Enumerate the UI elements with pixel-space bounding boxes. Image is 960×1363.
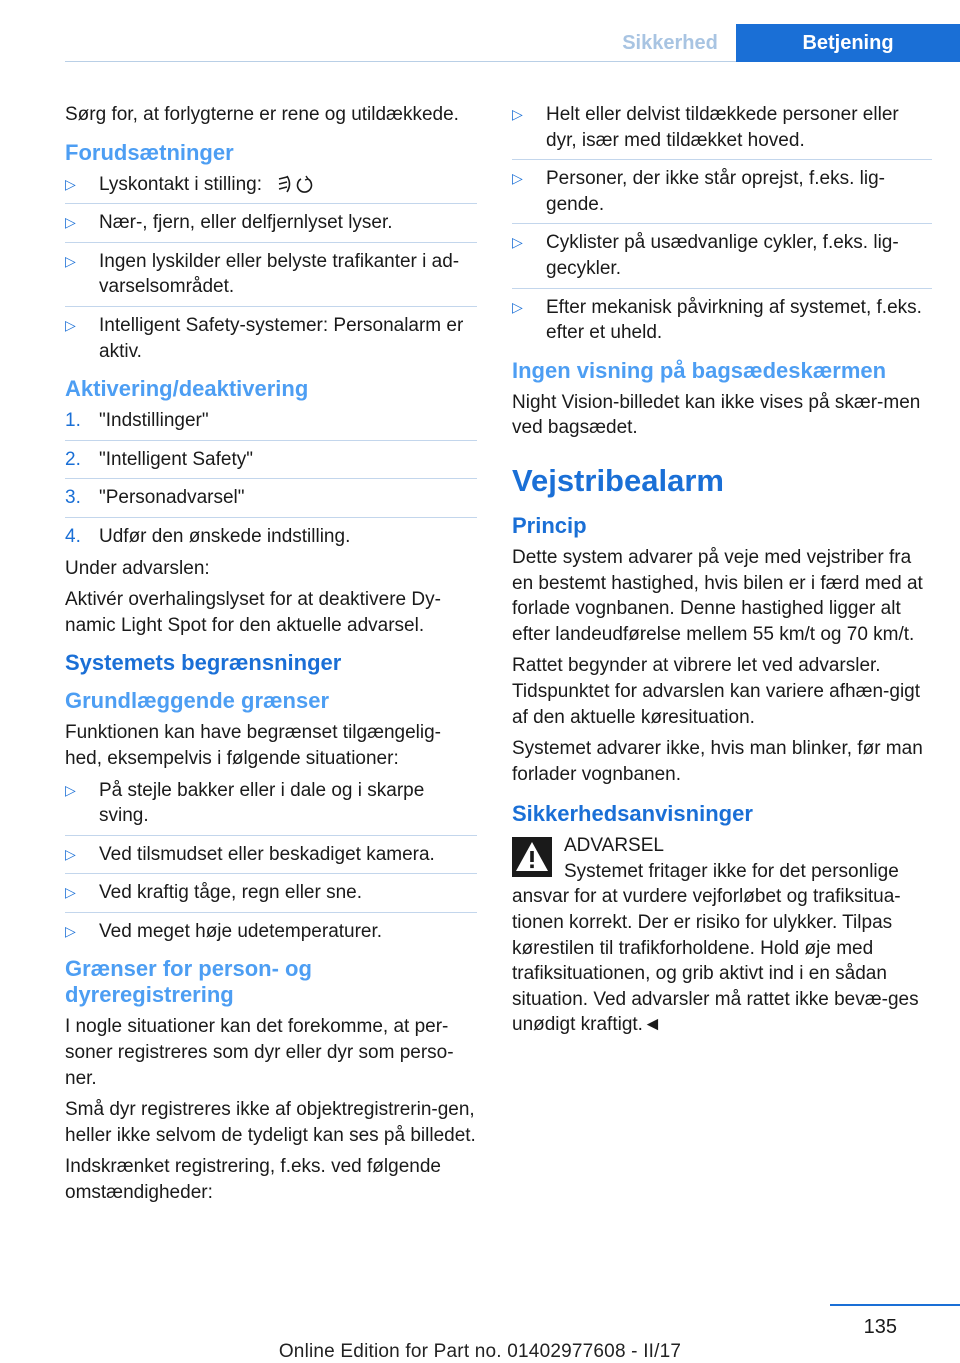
list-item-text: På stejle bakker eller i dale og i skarpe sving. bbox=[99, 779, 425, 827]
right-column bbox=[512, 102, 932, 1038]
list-item bbox=[65, 313, 477, 364]
list-item-text: Nær-, fjern, eller delfjernlyset lyser. bbox=[99, 212, 393, 234]
limits-text: Funktionen kan have begrænset tilgængelig‐hed, eksempelvis i følgende situationer: bbox=[65, 722, 442, 769]
heading-princip: Princip bbox=[512, 512, 587, 538]
step-text: "Intelligent Safety" bbox=[99, 448, 253, 470]
triangle-bullet-icon: ▷ bbox=[65, 922, 76, 939]
list-item bbox=[65, 919, 477, 945]
tab-betjening[interactable]: Betjening bbox=[736, 24, 960, 62]
step-number: 1. bbox=[65, 410, 81, 432]
heading-begraensninger: Systemets begrænsninger bbox=[65, 650, 342, 676]
triangle-bullet-icon: ▷ bbox=[65, 252, 76, 269]
list-item bbox=[512, 166, 932, 224]
triangle-bullet-icon: ▷ bbox=[65, 884, 76, 901]
heading-person-dyr: Grænser for person- og dyreregistrering bbox=[65, 956, 312, 1008]
tab-sikkerhed[interactable]: Sikkerhed bbox=[622, 31, 718, 54]
activation-text: Aktivér overhalingslyset for at deaktivere Dy‐namic Light Spot for den aktuelle advarsel. bbox=[65, 589, 441, 636]
triangle-bullet-icon: ▷ bbox=[65, 781, 76, 798]
step-text: Udfør den ønskede indstilling. bbox=[99, 525, 351, 547]
list-item-text: Ved tilsmudset eller beskadiget kamera. bbox=[99, 843, 435, 865]
triangle-bullet-icon: ▷ bbox=[512, 106, 523, 122]
heading-aktivering: Aktivering/deaktivering bbox=[65, 376, 309, 402]
heading-bagsaede: Ingen visning på bagsædeskærmen bbox=[512, 357, 887, 383]
princip-p3: Systemet advarer ikke, hvis man blinker, før man forlader vognbanen. bbox=[512, 738, 923, 785]
limits-list bbox=[65, 778, 477, 945]
warning-label: ADVARSEL bbox=[564, 835, 664, 857]
list-item bbox=[65, 249, 477, 307]
list-item-text: Efter mekanisk påvirkning af systemet, f.eks. efter et uheld. bbox=[546, 296, 922, 344]
triangle-bullet-icon: ▷ bbox=[65, 845, 76, 862]
person-dyr-p2: Små dyr registreres ikke af objektregistrerin‐gen, heller ikke selvom de tydeligt kan ses på billedet. bbox=[65, 1099, 476, 1146]
triangle-bullet-icon: ▷ bbox=[512, 170, 523, 187]
triangle-bullet-icon: ▷ bbox=[65, 316, 76, 333]
list-item-text: Cyklister på usædvanlige cykler, f.eks. lig‐gecykler. bbox=[546, 232, 899, 279]
princip-p2: Rattet begynder at vibrere let ved advarsler. Tidspunktet for advarslen kan variere afhæn‐gigt af den aktuelle køresituation. bbox=[512, 655, 921, 728]
triangle-bullet-icon: ▷ bbox=[65, 175, 76, 192]
person-dyr-p1: I nogle situationer kan det forekomme, at per‐soner registreres som dyr eller dyr som perso‐ner. bbox=[65, 1016, 454, 1089]
list-item bbox=[512, 102, 932, 160]
heading-sikkerhed: Sikkerhedsanvisninger bbox=[512, 801, 753, 827]
under-warning-label: Under advarslen: bbox=[65, 557, 210, 579]
list-item-text: Personer, der ikke står oprejst, f.eks. lig‐gende. bbox=[546, 168, 885, 215]
section-title-vejstribealarm: Vejstribealarm bbox=[512, 462, 724, 498]
headlight-auto-icon bbox=[275, 173, 315, 197]
registration-limits-list bbox=[512, 102, 932, 346]
step-number: 2. bbox=[65, 448, 81, 470]
list-item bbox=[65, 172, 477, 205]
list-item-text: Helt eller delvist tildækkede personer eller dyr, især med tildækket hoved. bbox=[546, 104, 899, 151]
triangle-bullet-icon: ▷ bbox=[512, 234, 523, 251]
triangle-bullet-icon: ▷ bbox=[65, 214, 76, 231]
list-item-text: Ingen lyskilder eller belyste trafikanter i ad‐varselsområdet. bbox=[99, 250, 460, 298]
list-item bbox=[65, 880, 477, 913]
list-item bbox=[512, 230, 932, 288]
page-number-rule bbox=[830, 1304, 960, 1306]
left-column bbox=[65, 102, 477, 1212]
triangle-bullet-icon: ▷ bbox=[512, 298, 523, 315]
list-item-text: Ved meget høje udetemperaturer. bbox=[99, 920, 383, 942]
heading-forudsaetninger: Forudsætninger bbox=[65, 139, 234, 165]
list-item-text: Lyskontakt i stilling: bbox=[99, 173, 262, 195]
activation-steps bbox=[65, 408, 477, 549]
step-item bbox=[65, 524, 477, 550]
step-text: "Indstillinger" bbox=[99, 410, 209, 432]
list-item bbox=[65, 210, 477, 243]
list-item bbox=[65, 842, 477, 875]
list-item bbox=[512, 295, 932, 346]
step-item bbox=[65, 485, 477, 518]
list-item bbox=[65, 778, 477, 836]
warning-block bbox=[512, 833, 932, 1038]
bagsaede-text: Night Vision-billedet kan ikke vises på skær‐men ved bagsædet. bbox=[512, 391, 921, 439]
person-dyr-p3: Indskrænket registrering, f.eks. ved følgende omstændigheder: bbox=[65, 1156, 441, 1204]
step-item bbox=[65, 447, 477, 480]
princip-p1: Dette system advarer på veje med vejstriber fra en bestemt hastighed, hvis bilen er i færd med at forlade vognbanen. Denne hastighed ligger alt efter landeudførelse mellem 55 km/t og 70 km/t. bbox=[512, 546, 923, 645]
prerequisites-list bbox=[65, 172, 477, 365]
heading-grundlaeggende: Grundlæggende grænser bbox=[65, 688, 330, 714]
step-item bbox=[65, 408, 477, 441]
warning-text: Systemet fritager ikke for det personlige ansvar for at vurdere vejforløbet og trafiksitua‐tionen korrekt. Der er risiko for ulykker. Tilpas kørestilen til trafikforholdene. Hold øje med trafiksituationen, og grib aktivt ind i en sådan situation. Ved advarsler må rattet ikke bevæ‐ges unødigt kraftigt.◄ bbox=[512, 860, 919, 1036]
step-number: 3. bbox=[65, 487, 81, 509]
page-number: 135 bbox=[863, 1316, 897, 1338]
step-text: "Personadvarsel" bbox=[99, 487, 245, 509]
list-item-text: Intelligent Safety-systemer: Personalarm er aktiv. bbox=[99, 314, 464, 362]
intro-text: Sørg for, at forlygterne er rene og utildækkede. bbox=[65, 104, 459, 125]
warning-triangle-icon bbox=[512, 837, 552, 877]
list-item-text: Ved kraftig tåge, regn eller sne. bbox=[99, 882, 362, 904]
step-number: 4. bbox=[65, 525, 81, 547]
edition-footer: Online Edition for Part no. 01402977608 - II/17 bbox=[278, 1341, 682, 1362]
